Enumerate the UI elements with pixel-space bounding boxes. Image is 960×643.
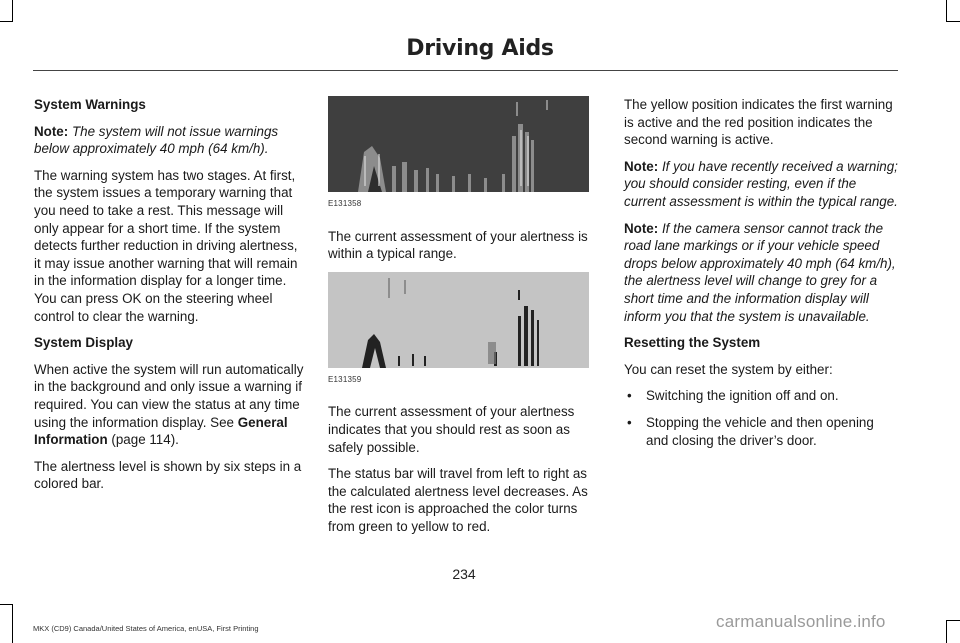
- paragraph: The current assessment of your alertness is within a typical range.: [328, 228, 588, 262]
- crop-mark: [0, 21, 13, 22]
- figure-image: [328, 272, 589, 368]
- crop-mark: [947, 620, 960, 621]
- crop-mark: [12, 0, 13, 22]
- cross-reference-link[interactable]: General Information: [34, 414, 288, 448]
- note: [624, 158, 898, 211]
- section-heading: System Display: [34, 335, 133, 351]
- alertness-display-figure-rest: [328, 272, 589, 368]
- note-text: If you have recently received a warning; you should consider resting, even if the current assessment is within the typical range.: [624, 158, 898, 209]
- note-text: The system will not issue warnings below approximately 40 mph (64 km/h).: [34, 123, 279, 157]
- crop-mark: [947, 21, 960, 22]
- header-divider: [33, 70, 898, 71]
- figure-image: [328, 96, 589, 192]
- crop-mark: [946, 620, 947, 643]
- list-item: • Stopping the vehicle and then opening and closing the driver’s door.: [624, 414, 898, 449]
- section-heading: Resetting the System: [624, 335, 761, 351]
- page-reference: (page 114).: [111, 432, 179, 448]
- paragraph: The alertness level is shown by six steps in a colored bar.: [34, 458, 302, 492]
- note-label: Note:: [34, 123, 69, 139]
- note-label: Note:: [624, 158, 659, 174]
- paragraph: You can reset the system by either:: [624, 361, 833, 377]
- figure-caption: E131359: [328, 374, 362, 384]
- note-text: If the camera sensor cannot track the road lane markings or if your vehicle speed drops below approximately 40 mph (64 km/h), the alertness level will change to grey for a short time and the information display will inform you that the system is unavailable.: [624, 220, 896, 324]
- section-heading: System Warnings: [34, 97, 146, 112]
- crop-mark: [0, 604, 13, 605]
- column-middle: [328, 96, 600, 545]
- page-number: 234: [452, 566, 476, 582]
- paragraph: The yellow position indicates the first warning is active and the red position indicates the second warning is active.: [624, 97, 893, 148]
- paragraph: The warning system has two stages. At first, the system issues a temporary warning that you need to take a rest. This message will only appear for a short time. If the system detects further reduction in driving alertness, it may issue another warning that will remain in the information display for a longer time. You can press OK on the steering wheel control to clear the warning.: [34, 167, 298, 324]
- paragraph-text: When active the system will run automatically in the background and only issue a warning if required. You can view the status at any time using the information display. See: [34, 361, 304, 430]
- note: [34, 123, 306, 158]
- paragraph: The status bar will travel from left to right as the calculated alertness level decreases. As the rest icon is approached the color turns from green to yellow to red.: [328, 466, 588, 534]
- paragraph: The current assessment of your alertness indicates that you should rest as soon as safely possible.: [328, 404, 575, 455]
- note: [624, 220, 898, 326]
- crop-mark: [12, 604, 13, 643]
- watermark: carmanualsonline.info: [716, 612, 886, 631]
- figure-caption: E131358: [328, 199, 362, 208]
- footer-text: MKX (CD9) Canada/United States of America, enUSA, First Printing: [33, 624, 259, 633]
- page-title: Driving Aids: [406, 36, 554, 61]
- list-item: • Switching the ignition off and on.: [624, 387, 898, 405]
- alertness-display-figure-typical: [328, 96, 589, 192]
- column-right: [624, 96, 898, 458]
- paragraph: [34, 361, 306, 449]
- crop-mark: [946, 0, 947, 22]
- column-left: [34, 96, 306, 502]
- note-label: Note:: [624, 220, 659, 236]
- bullet-list: [624, 387, 898, 449]
